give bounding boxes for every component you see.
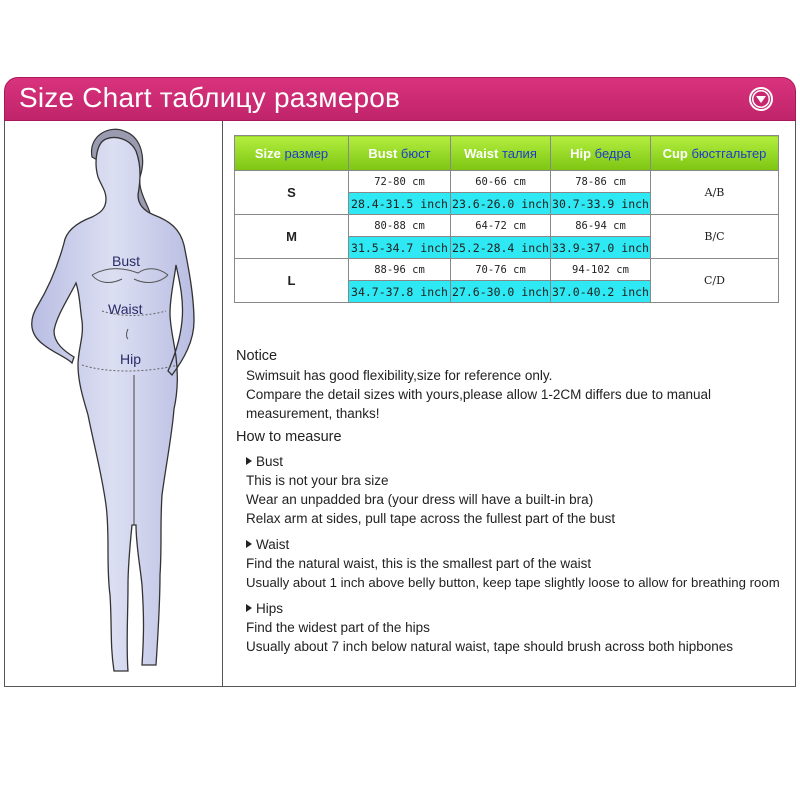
body-silhouette-image: [10, 125, 218, 683]
triangle-bullet-icon: [246, 457, 252, 465]
notice-title: Notice: [236, 348, 278, 364]
how-to-line: Usually about 1 inch above belly button, keep tape slightly loose to allow for breathing room: [246, 575, 780, 590]
title-ru: таблицу размеров: [159, 82, 401, 113]
table-header-row: [235, 136, 779, 171]
title-en: Size Chart: [19, 82, 152, 113]
waist-inch-cell: 23.6-26.0 inch: [451, 193, 551, 215]
figure-label-waist: Waist: [108, 301, 143, 317]
figure-label-hip: Hip: [120, 351, 142, 367]
how-to-bust: Bust: [236, 452, 796, 471]
size-table: [234, 135, 779, 303]
cup-cell: A/B: [651, 171, 779, 215]
how-to-line: Find the widest part of the hips: [246, 620, 430, 635]
waist-cm-cell: 60-66 cm: [451, 171, 551, 193]
notice-line: Compare the detail sizes with yours,please allow 1-2CM differs due to manual: [246, 387, 711, 402]
notes-section: [236, 347, 796, 656]
table-row: [235, 171, 779, 193]
bust-inch-cell: 31.5-34.7 inch: [349, 237, 451, 259]
how-to-line: Wear an unpadded bra (your dress will have a built-in bra): [246, 492, 594, 507]
header-cup: Cup бюстгальтер: [651, 136, 779, 171]
bust-inch-cell: 28.4-31.5 inch: [349, 193, 451, 215]
chevron-down-icon: [749, 87, 773, 111]
size-cell: L: [235, 259, 349, 303]
cup-cell: B/C: [651, 215, 779, 259]
hip-cm-cell: 78-86 cm: [551, 171, 651, 193]
cup-cell: C/D: [651, 259, 779, 303]
size-chart-banner: [4, 77, 796, 121]
table-row: [235, 215, 779, 237]
how-to-line: Relax arm at sides, pull tape across the fullest part of the bust: [246, 511, 616, 526]
waist-cm-cell: 70-76 cm: [451, 259, 551, 281]
notice-line: measurement, thanks!: [246, 406, 380, 421]
size-cell: S: [235, 171, 349, 215]
waist-inch-cell: 27.6-30.0 inch: [451, 281, 551, 303]
size-cell: M: [235, 215, 349, 259]
banner-title: [19, 82, 400, 114]
triangle-bullet-icon: [246, 540, 252, 548]
bust-cm-cell: 80-88 cm: [349, 215, 451, 237]
body-figure: [10, 125, 218, 683]
waist-inch-cell: 25.2-28.4 inch: [451, 237, 551, 259]
dropdown-button[interactable]: [749, 87, 773, 111]
triangle-bullet-icon: [246, 604, 252, 612]
figure-label-bust: Bust: [112, 253, 141, 269]
header-hip: Hip бедра: [551, 136, 651, 171]
header-bust: Bust бюст: [349, 136, 451, 171]
how-to-line: Find the natural waist, this is the smallest part of the waist: [246, 556, 592, 571]
hip-inch-cell: 30.7-33.9 inch: [551, 193, 651, 215]
bust-cm-cell: 72-80 cm: [349, 171, 451, 193]
how-to-line: This is not your bra size: [246, 473, 389, 488]
hip-cm-cell: 86-94 cm: [551, 215, 651, 237]
bust-cm-cell: 88-96 cm: [349, 259, 451, 281]
how-to-waist: Waist: [236, 535, 796, 554]
waist-cm-cell: 64-72 cm: [451, 215, 551, 237]
header-waist: Waist талия: [451, 136, 551, 171]
bust-inch-cell: 34.7-37.8 inch: [349, 281, 451, 303]
vertical-divider: [222, 121, 223, 687]
notice-line: Swimsuit has good flexibility,size for reference only.: [246, 368, 553, 383]
hip-cm-cell: 94-102 cm: [551, 259, 651, 281]
hip-inch-cell: 33.9-37.0 inch: [551, 237, 651, 259]
how-to-hips: Hips: [236, 599, 796, 618]
header-size: Size размер: [235, 136, 349, 171]
how-to-title: How to measure: [236, 429, 342, 445]
table-row: [235, 259, 779, 281]
how-to-line: Usually about 7 inch below natural waist, tape should brush across both hipbones: [246, 639, 734, 654]
hip-inch-cell: 37.0-40.2 inch: [551, 281, 651, 303]
